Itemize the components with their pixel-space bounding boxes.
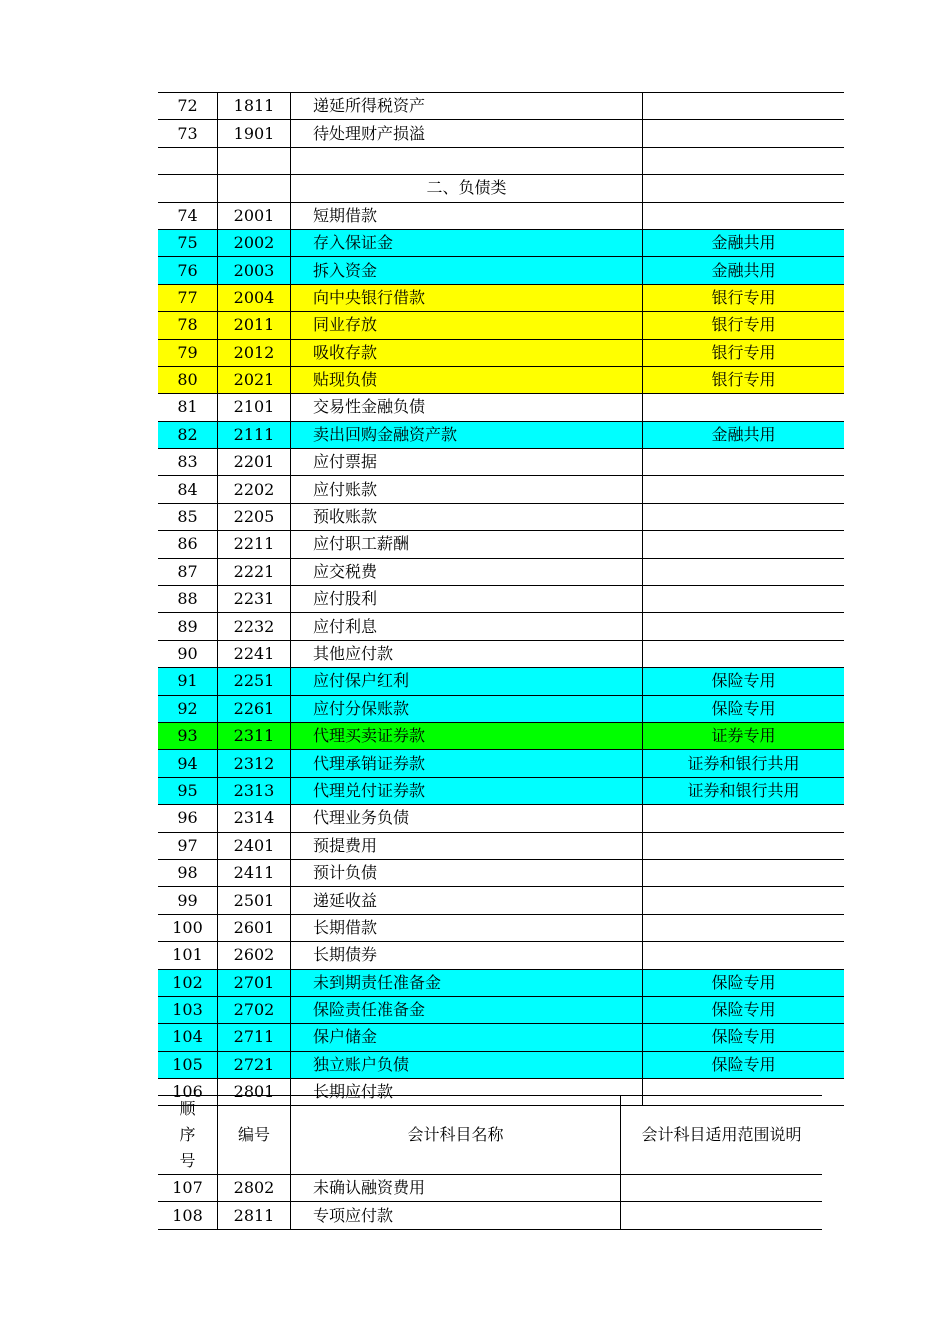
row-name: 应付保户红利 — [291, 668, 643, 695]
header-scope: 会计科目适用范围说明 — [621, 1096, 823, 1175]
row-scope — [621, 1202, 823, 1229]
row-scope — [643, 503, 845, 530]
row-code: 2101 — [218, 394, 291, 421]
row-name: 应付分保账款 — [291, 695, 643, 722]
row-scope — [643, 476, 845, 503]
row-name: 应付利息 — [291, 613, 643, 640]
accounts-table-continued — [158, 1095, 822, 1230]
row-code: 1811 — [218, 93, 291, 120]
row-seq: 93 — [158, 722, 218, 749]
row-scope: 银行专用 — [643, 284, 845, 311]
row-seq: 106 — [158, 1079, 218, 1106]
row-code — [218, 147, 291, 174]
row-seq: 83 — [158, 449, 218, 476]
row-name: 应交税费 — [291, 558, 643, 585]
row-seq — [158, 147, 218, 174]
row-seq: 74 — [158, 202, 218, 229]
row-code: 2411 — [218, 859, 291, 886]
row-seq: 92 — [158, 695, 218, 722]
row-seq: 77 — [158, 284, 218, 311]
row-seq: 97 — [158, 832, 218, 859]
row-scope — [621, 1175, 823, 1202]
row-scope — [643, 640, 845, 667]
table-row — [158, 1051, 844, 1078]
row-name: 未到期责任准备金 — [291, 969, 643, 996]
table-row — [158, 996, 844, 1023]
row-seq: 87 — [158, 558, 218, 585]
row-code: 2202 — [218, 476, 291, 503]
row-seq: 96 — [158, 805, 218, 832]
row-code: 2261 — [218, 695, 291, 722]
accounts-table-liabilities — [158, 92, 844, 1106]
table-row — [158, 586, 844, 613]
row-code: 2021 — [218, 366, 291, 393]
row-seq: 86 — [158, 531, 218, 558]
section-title: 二、负债类 — [291, 175, 643, 202]
row-seq: 76 — [158, 257, 218, 284]
row-code: 2211 — [218, 531, 291, 558]
row-scope — [643, 859, 845, 886]
row-code: 2221 — [218, 558, 291, 585]
row-code: 2501 — [218, 887, 291, 914]
row-name: 卖出回购金融资产款 — [291, 421, 643, 448]
row-scope — [643, 147, 845, 174]
row-scope — [643, 175, 845, 202]
row-seq: 104 — [158, 1024, 218, 1051]
row-code: 2111 — [218, 421, 291, 448]
row-scope — [643, 887, 845, 914]
row-name: 同业存放 — [291, 312, 643, 339]
row-code: 2401 — [218, 832, 291, 859]
row-code: 2205 — [218, 503, 291, 530]
table-row — [158, 93, 844, 120]
row-scope: 金融共用 — [643, 257, 845, 284]
row-seq: 95 — [158, 777, 218, 804]
row-scope — [643, 558, 845, 585]
row-seq: 84 — [158, 476, 218, 503]
table-row — [158, 421, 844, 448]
row-seq: 99 — [158, 887, 218, 914]
row-seq: 98 — [158, 859, 218, 886]
row-scope: 证券和银行共用 — [643, 750, 845, 777]
row-seq: 107 — [158, 1175, 218, 1202]
row-seq: 100 — [158, 914, 218, 941]
table-row — [158, 887, 844, 914]
table-row — [158, 558, 844, 585]
row-name: 应付职工薪酬 — [291, 531, 643, 558]
row-scope — [643, 93, 845, 120]
row-seq: 73 — [158, 120, 218, 147]
row-code: 2711 — [218, 1024, 291, 1051]
row-code: 2251 — [218, 668, 291, 695]
row-name: 其他应付款 — [291, 640, 643, 667]
row-seq: 78 — [158, 312, 218, 339]
row-code: 2004 — [218, 284, 291, 311]
row-name: 拆入资金 — [291, 257, 643, 284]
row-scope: 保险专用 — [643, 1051, 845, 1078]
row-name: 递延所得税资产 — [291, 93, 643, 120]
row-code: 2201 — [218, 449, 291, 476]
table-row — [158, 750, 844, 777]
table-row — [158, 969, 844, 996]
row-seq: 102 — [158, 969, 218, 996]
table-row — [158, 695, 844, 722]
row-name: 交易性金融负债 — [291, 394, 643, 421]
table-row — [158, 229, 844, 256]
row-scope: 银行专用 — [643, 366, 845, 393]
row-code: 2011 — [218, 312, 291, 339]
row-seq: 105 — [158, 1051, 218, 1078]
row-seq: 81 — [158, 394, 218, 421]
row-name: 递延收益 — [291, 887, 643, 914]
row-code: 2802 — [218, 1175, 291, 1202]
row-name: 待处理财产损溢 — [291, 120, 643, 147]
row-scope — [643, 202, 845, 229]
row-seq — [158, 175, 218, 202]
row-name: 预收账款 — [291, 503, 643, 530]
row-code — [218, 175, 291, 202]
table-row — [158, 777, 844, 804]
row-code: 2314 — [218, 805, 291, 832]
table-row — [158, 613, 844, 640]
table-row — [158, 832, 844, 859]
table-row — [158, 449, 844, 476]
row-scope: 银行专用 — [643, 312, 845, 339]
table-row — [158, 531, 844, 558]
row-scope: 保险专用 — [643, 996, 845, 1023]
row-name — [291, 147, 643, 174]
row-scope — [643, 586, 845, 613]
row-code: 2602 — [218, 942, 291, 969]
row-name: 独立账户负债 — [291, 1051, 643, 1078]
row-scope — [643, 120, 845, 147]
table-row — [158, 640, 844, 667]
row-code: 2312 — [218, 750, 291, 777]
row-name: 长期应付款 — [291, 1079, 643, 1106]
row-scope — [643, 914, 845, 941]
row-seq: 85 — [158, 503, 218, 530]
row-code: 2702 — [218, 996, 291, 1023]
row-scope — [643, 942, 845, 969]
row-scope: 银行专用 — [643, 339, 845, 366]
table-row — [158, 394, 844, 421]
row-code: 2002 — [218, 229, 291, 256]
row-seq: 79 — [158, 339, 218, 366]
row-code: 2001 — [218, 202, 291, 229]
row-name: 短期借款 — [291, 202, 643, 229]
row-seq: 108 — [158, 1202, 218, 1229]
header-name: 会计科目名称 — [291, 1096, 621, 1175]
row-scope — [643, 531, 845, 558]
row-name: 保险责任准备金 — [291, 996, 643, 1023]
row-name: 保户储金 — [291, 1024, 643, 1051]
row-scope: 证券和银行共用 — [643, 777, 845, 804]
row-scope: 保险专用 — [643, 1024, 845, 1051]
row-name: 吸收存款 — [291, 339, 643, 366]
row-scope — [643, 805, 845, 832]
row-code: 2232 — [218, 613, 291, 640]
row-scope — [643, 449, 845, 476]
row-seq: 75 — [158, 229, 218, 256]
row-code: 2811 — [218, 1202, 291, 1229]
table-header-row — [158, 1096, 822, 1175]
table-row — [158, 859, 844, 886]
row-seq: 88 — [158, 586, 218, 613]
row-name: 存入保证金 — [291, 229, 643, 256]
row-scope: 证券专用 — [643, 722, 845, 749]
table-row — [158, 202, 844, 229]
table-row — [158, 805, 844, 832]
header-code: 编号 — [218, 1096, 291, 1175]
row-name: 代理业务负债 — [291, 805, 643, 832]
row-name: 预提费用 — [291, 832, 643, 859]
row-name: 代理买卖证券款 — [291, 722, 643, 749]
row-name: 贴现负债 — [291, 366, 643, 393]
row-code: 1901 — [218, 120, 291, 147]
table-row — [158, 668, 844, 695]
table-row — [158, 722, 844, 749]
row-name: 未确认融资费用 — [291, 1175, 621, 1202]
table-row — [158, 257, 844, 284]
row-name: 应付股利 — [291, 586, 643, 613]
header-seq: 顺序号 — [158, 1096, 218, 1175]
row-code: 2231 — [218, 586, 291, 613]
row-name: 专项应付款 — [291, 1202, 621, 1229]
row-seq: 90 — [158, 640, 218, 667]
row-scope: 保险专用 — [643, 695, 845, 722]
row-seq: 91 — [158, 668, 218, 695]
row-code: 2601 — [218, 914, 291, 941]
row-seq: 80 — [158, 366, 218, 393]
row-name: 预计负债 — [291, 859, 643, 886]
row-name: 长期借款 — [291, 914, 643, 941]
table-row — [158, 914, 844, 941]
row-scope — [643, 394, 845, 421]
row-scope: 金融共用 — [643, 421, 845, 448]
row-seq: 82 — [158, 421, 218, 448]
row-code: 2313 — [218, 777, 291, 804]
row-code: 2241 — [218, 640, 291, 667]
row-name: 长期债券 — [291, 942, 643, 969]
row-name: 代理兑付证券款 — [291, 777, 643, 804]
row-scope: 金融共用 — [643, 229, 845, 256]
row-seq: 103 — [158, 996, 218, 1023]
row-name: 应付票据 — [291, 449, 643, 476]
row-seq: 72 — [158, 93, 218, 120]
table-row — [158, 476, 844, 503]
row-scope: 保险专用 — [643, 668, 845, 695]
row-name: 代理承销证券款 — [291, 750, 643, 777]
table-row — [158, 366, 844, 393]
table-row — [158, 503, 844, 530]
row-code: 2801 — [218, 1079, 291, 1106]
row-name: 向中央银行借款 — [291, 284, 643, 311]
row-seq: 101 — [158, 942, 218, 969]
row-scope — [643, 613, 845, 640]
row-scope — [643, 832, 845, 859]
table-row — [158, 312, 844, 339]
row-code: 2701 — [218, 969, 291, 996]
table-row — [158, 1024, 844, 1051]
row-scope: 保险专用 — [643, 969, 845, 996]
table-row — [158, 942, 844, 969]
table-row — [158, 1175, 822, 1202]
table-row — [158, 339, 844, 366]
table-row — [158, 1202, 822, 1229]
table-row — [158, 120, 844, 147]
row-code: 2003 — [218, 257, 291, 284]
row-seq: 94 — [158, 750, 218, 777]
row-code: 2311 — [218, 722, 291, 749]
row-seq: 89 — [158, 613, 218, 640]
row-code: 2721 — [218, 1051, 291, 1078]
row-name: 应付账款 — [291, 476, 643, 503]
row-code: 2012 — [218, 339, 291, 366]
table-row — [158, 147, 844, 174]
table-row — [158, 284, 844, 311]
section-heading-row — [158, 175, 844, 202]
